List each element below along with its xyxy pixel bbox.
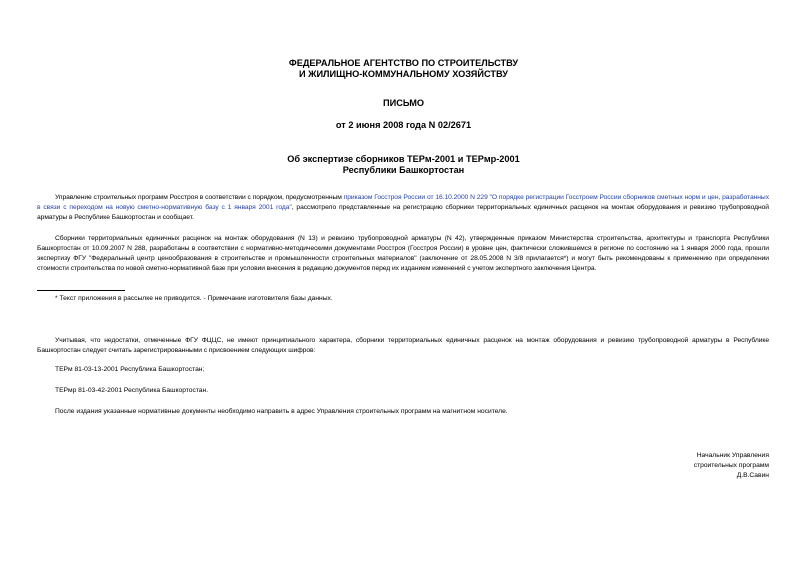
paragraph-1-intro: Управление строительных программ Росстроя в соответствии с порядком, предусмотренным <box>55 194 344 201</box>
document-subject-line1: Об экспертизе сборников ТЕРм-2001 и ТЕРмр-2001 <box>287 154 520 164</box>
document-date: от 2 июня 2008 года N 02/2671 <box>335 120 472 130</box>
document-subject-line2: Республики Башкортостан <box>342 165 465 175</box>
code-item-1: ТЕРм 81-03-13-2001 Республика Башкортостан; <box>55 366 205 373</box>
signature-position-line1: Начальник Управления <box>696 452 769 459</box>
paragraph-2: Сборники территориальных единичных расценок на монтаж оборудования (N 13) и ревизию трубопроводной арматуры (N 42), утвержденные приказом Министерства строительства, архитектуры и транспорта Республики Башкортостан от 10.09.2007 N 288, разработаны в соответствии с нормативно-методическими документами Росстроя (Госстроя России) в уровне цен, фактически сложившемся в регионе по состоянию на 1 января 2000 года, прошли экспертизу ФГУ "Федеральный центр ценообразования в строительстве и промышленности строительных материалов" (заключение от 28.05.2008 N 3/8 прилагается*) и могут быть рекомендованы к применению при определении стоимости строительства по новой сметно-нормативной базе при условии внесения в редакцию документов перед их изданием изменений с учетом экспертного заключения Центра. <box>37 235 769 272</box>
signature-position-line2: строительных программ <box>693 462 769 469</box>
footnote: * Текст приложения в рассылке не приводится. - Примечание изготовителя базы данных. <box>55 295 333 302</box>
order-229-link[interactable]: приказом Госстроя России от 16.10.2000 N 229 "О порядке регистрации Госстроем России сборников сметных норм и цен, разработанных в связи с переходом на новую сметно-нормативную базу с 1 января 2001 года" <box>37 194 769 211</box>
agency-name-line1: ФЕДЕРАЛЬНОЕ АГЕНТСТВО ПО СТРОИТЕЛЬСТВУ <box>288 58 519 68</box>
signature-name: Д.В.Савин <box>736 472 769 479</box>
paragraph-1 <box>37 193 769 223</box>
paragraph-3: Учитывая, что недостатки, отмеченные ФГУ ФЦЦС, не имеют принципиального характера, сборники территориальных единичных расценок на монтаж оборудования и ревизию трубопроводной арматуры в Республике Башкортостан следует считать зарегистрированными с присвоением следующих шифров: <box>37 337 769 354</box>
document-type: ПИСЬМО <box>382 98 425 108</box>
footnote-divider <box>37 290 125 291</box>
paragraph-1-rest: , рассмотрело представленные на регистрацию сборники территориальных единичных расценок на монтаж оборудования и ревизию трубопроводной арматуры в Республике Башкортостан и сообщает. <box>37 204 769 221</box>
agency-name-line2: И ЖИЛИЩНО-КОММУНАЛЬНОМУ ХОЗЯЙСТВУ <box>298 69 508 79</box>
code-item-2: ТЕРмр 81-03-42-2001 Республика Башкортостан. <box>55 387 209 394</box>
paragraph-4: После издания указанные нормативные документы необходимо направить в адрес Управления строительных программ на магнитном носителе. <box>55 408 508 415</box>
